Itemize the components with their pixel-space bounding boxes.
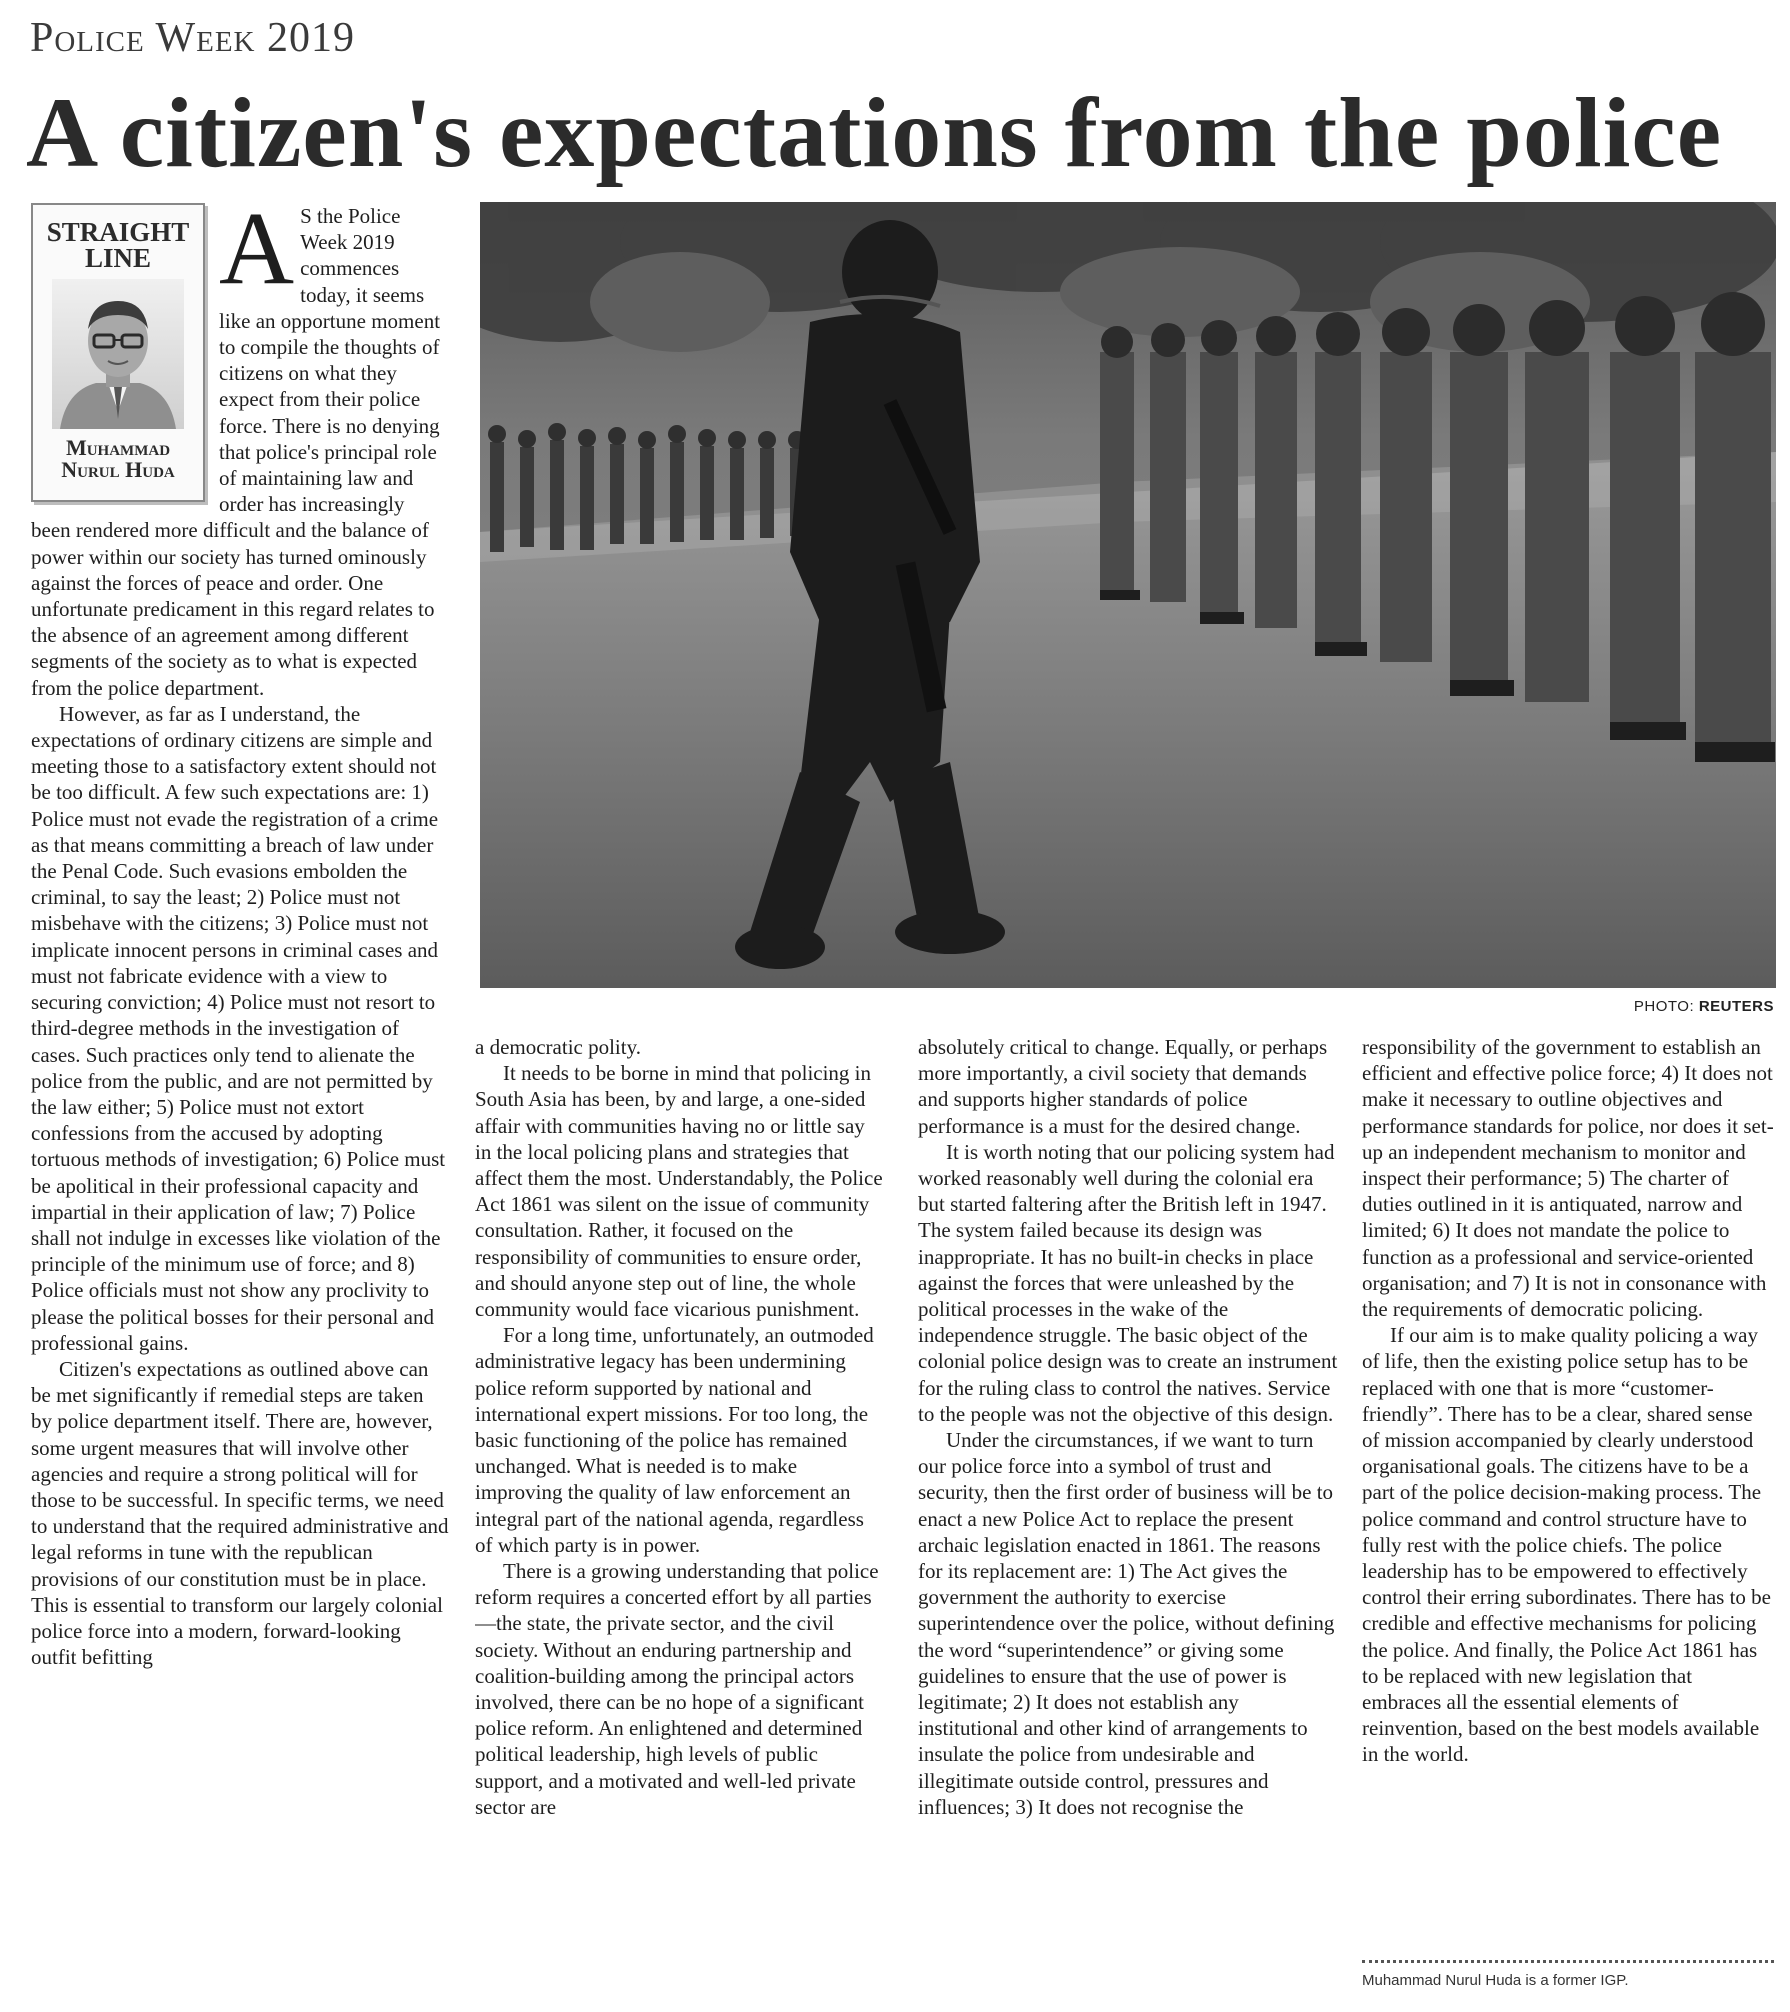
author-name-line1: Muhammad (65, 435, 171, 461)
article-column-2 (475, 1034, 885, 2008)
author-name-line2: Nurul Huda (61, 457, 175, 483)
news-photo (480, 202, 1776, 988)
author-footnote: Muhammad Nurul Huda is a former IGP. (1362, 1972, 1629, 1989)
article-column-3 (918, 1034, 1338, 2008)
article-column-4 (1362, 1034, 1774, 1954)
paragraph-1-text: S the Police Week 2019 commences today, it seems like an opportune moment to compile the thoughts of citizens on what they expect from their police force. There is no denying that police's principal role of maintaining law and order has increasingly been rendered more difficult and the balance of power within our society has turned ominously against the forces of peace and order. One unfortunate predicament in this regard relates to the absence of an agreement among different segments of the society as to what is expected from the police department. (31, 204, 441, 700)
byline-box (31, 203, 205, 502)
paragraph-6: There is a growing understanding that police reform requires a concerted effort by all parties—the state, the private sector, and the civil society. Without an enduring partnership and coalition-building among the principal actors involved, there can be no hope of a significant police reform. An enlightened and determined political leadership, high levels of public support, and a motivated and well-led private sector are (475, 1559, 879, 1819)
author-portrait (52, 279, 184, 429)
author-name (33, 437, 203, 481)
column-tag-line2: LINE (84, 243, 152, 273)
section-kicker: Police Week 2019 (30, 15, 355, 61)
paragraph-9: If our aim is to make quality policing a way of life, then the existing police setup has to be replaced with one that is more “customer-friendly”. There has to be a clear, shared sense of mission accompanied by clearly understood organisational goals. The citizens have to be a part of the police decision-making process. The police command and control structure have to fully rest with the police chiefs. The police leadership has to be empowered to effectively control their erring subordinates. There has to be credible and effective mechanisms for policing the police. And finally, the Police Act 1861 has to be replaced with new legislation that embraces all the essential elements of reinvention, based on the best models available in the world. (1362, 1323, 1771, 1767)
article-column-1 (31, 203, 449, 2008)
paragraph-6-continued: absolutely critical to change. Equally, or perhaps more importantly, a civil society that demands and supports higher standards of police performance is a must for the desired change. (918, 1035, 1328, 1138)
headline: A citizen's expectations from the police (26, 77, 1723, 188)
footnote-divider (1362, 1960, 1774, 1963)
photo-illustration (480, 202, 1776, 988)
drop-cap: A (219, 203, 295, 306)
paragraph-4: It needs to be borne in mind that policing in South Asia has been, by and large, a one-sided affair with communities having no or little say in the local policing plans and strategies that affect them the most. Understandably, the Police Act 1861 was silent on the issue of community consultation. Rather, it focused on the responsibility of communities to ensure order, and should anyone step out of line, the whole community would face vicarious punishment. (475, 1061, 883, 1322)
photo-credit (1634, 998, 1774, 1015)
photo-credit-label: PHOTO: (1633, 998, 1695, 1015)
photo-credit-source: REUTERS (1698, 998, 1774, 1015)
paragraph-8: Under the circumstances, if we want to turn our police force into a symbol of trust and security, then the first order of business will be to enact a new Police Act to replace the present archaic legislation enacted in 1861. The reasons for its replacement are: 1) The Act gives the government the authority to exercise superintendence over the police, without defining the word “superintendence” or giving some guidelines to ensure that the use of power is legitimate; 2) It does not establish any institutional and other kind of arrangements to insulate the police from undesirable and illegitimate outside control, pressures and influences; 3) It does not recognise the (918, 1428, 1335, 1819)
column-tag (33, 219, 203, 271)
paragraph-7: It is worth noting that our policing system had worked reasonably well during the colonial era but started faltering after the British left in 1947. The system failed because its design was inappropriate. It has no built-in checks in place against the forces that were unleashed by the political processes in the wake of the independence struggle. The basic object of the colonial police design was to create an instrument for the ruling class to control the natives. Service to the people was not the objective of this design. (918, 1139, 1338, 1426)
paragraph-5: For a long time, unfortunately, an outmoded administrative legacy has been undermining police reform supported by national and international expert missions. For too long, the basic functioning of the police has remained unchanged. What is needed is to make improving the quality of law enforcement an integral part of the national agenda, regardless of which party is in power. (475, 1323, 874, 1557)
paragraph-3-continued: a democratic polity. (475, 1035, 641, 1059)
paragraph-2: However, as far as I understand, the expectations of ordinary citizens are simple and meeting those to a satisfactory extent should not be too difficult. A few such expectations are: 1) Police must not evade the registration of a crime as that means committing a breach of law under the Penal Code. Such evasions embolden the criminal, to say the least; 2) Police must not misbehave with the citizens; 3) Police must not implicate innocent persons in criminal cases and must not fabricate evidence with a view to securing conviction; 4) Police must not resort to third-degree methods in the investigation of cases. Such practices only tend to alienate the police from the public, and are not permitted by the law either; 5) Police must not extort confessions from the accused by adopting tortuous methods of investigation; 6) Police must be apolitical in their professional capacity and impartial in their application of law; 7) Police shall not indulge in excesses like violation of the principle of the minimum use of force; and 8) Police officials must not show any proclivity to please the political bosses for their personal and professional gains. (31, 701, 446, 1355)
column-tag-line1: STRAIGHT (46, 217, 190, 247)
paragraph-8-continued: responsibility of the government to establish an efficient and effective police force; 4) It does not make it necessary to outline objectives and performance standards for police, nor does it set-up an independent mechanism to monitor and inspect their performance; 5) The charter of duties outlined in it is antiquated, narrow and limited; 6) It does not mandate the police to function as a professional and service-oriented organisation; and 7) It is not in consonance with the requirements of democratic policing. (1362, 1035, 1774, 1322)
paragraph-3: Citizen's expectations as outlined above can be met significantly if remedial steps are taken by police department itself. There are, however, some urgent measures that will involve other agencies and require a strong political will for those to be successful. In specific terms, we need to understand that the required administrative and legal reforms in tune with the republican provisions of our constitution must be in place. This is essential to transform our largely colonial police force into a modern, forward-looking outfit befitting (31, 1356, 449, 1670)
